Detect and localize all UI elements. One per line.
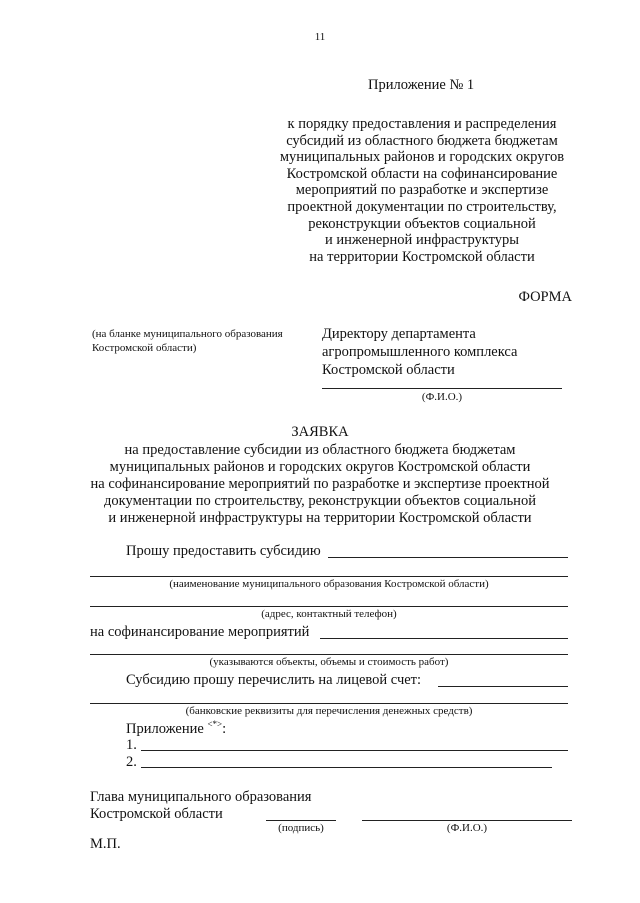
address-caption: (адрес, контактный телефон) bbox=[261, 608, 397, 620]
appendix-line: и инженерной инфраструктуры bbox=[324, 232, 520, 249]
request-line: на софинансирование мероприятий по разработке и экспертизе проектной bbox=[90, 476, 550, 492]
appendix-description bbox=[272, 116, 572, 265]
addressee-line: Костромской области bbox=[322, 362, 455, 378]
attachment-colon: : bbox=[222, 720, 227, 737]
attachment-label bbox=[126, 719, 226, 738]
appendix-line: Костромской области на софинансирование bbox=[286, 165, 558, 182]
bank-details-field[interactable] bbox=[90, 703, 568, 704]
head-title-line: Главa муниципального образования bbox=[90, 789, 312, 805]
appendix-line: муниципальных районов и городских округов bbox=[279, 149, 565, 166]
request-line: на предоставление субсидии из областного бюджета бюджетам bbox=[124, 442, 516, 458]
signature-caption: (подпись) bbox=[278, 822, 324, 834]
blank-note-line: (на бланке муниципального образования bbox=[92, 328, 283, 340]
address-field[interactable] bbox=[90, 606, 568, 607]
appendix-line: субсидий из областного бюджета бюджетам bbox=[286, 132, 558, 149]
request-line: документации по строительству, реконструкции объектов социальной bbox=[104, 493, 536, 509]
ask-subsidy-label: Прошу предоставить субсидию bbox=[126, 543, 321, 559]
request-line: и инженерной инфраструктуры на территории Костромской области bbox=[108, 510, 532, 526]
attachment-item-number: 1. bbox=[126, 737, 137, 753]
transfer-label: Субсидию прошу перечислить на лицевой счет: bbox=[126, 672, 422, 688]
municipality-field[interactable] bbox=[90, 576, 568, 577]
attachment-text: Приложение bbox=[126, 720, 204, 737]
request-line: муниципальных районов и городских округов Костромской области bbox=[109, 459, 531, 475]
cofinancing-label: на софинансирование мероприятий bbox=[90, 624, 310, 640]
head-fio-field[interactable] bbox=[362, 820, 572, 821]
addressee-fio-caption: (Ф.И.О.) bbox=[421, 391, 463, 403]
objects-field[interactable] bbox=[90, 654, 568, 655]
appendix-title: Приложение № 1 bbox=[368, 77, 475, 93]
appendix-line: реконструкции объектов социальной bbox=[308, 215, 536, 232]
appendix-line: к порядку предоставления и распределения bbox=[287, 116, 557, 132]
blank-note bbox=[92, 327, 283, 355]
head-title-line: Костромской области bbox=[90, 806, 223, 822]
addressee-fio-field[interactable] bbox=[322, 388, 562, 389]
appendix-line: проектной документации по строительству, bbox=[287, 198, 557, 215]
addressee-line: Директору департамента bbox=[322, 326, 476, 342]
addressee-line: агропромышленного комплекса bbox=[322, 344, 518, 360]
head-fio-caption: (Ф.И.О.) bbox=[446, 822, 488, 834]
form-label: ФОРМА bbox=[518, 289, 572, 305]
attachment-item-2-field[interactable] bbox=[141, 767, 552, 768]
attachment-footnote-mark: <*> bbox=[207, 719, 223, 729]
objects-caption: (указываются объекты, объемы и стоимость работ) bbox=[209, 656, 449, 668]
page-number: 11 bbox=[314, 31, 326, 43]
municipality-caption: (наименование муниципального образования Костромской области) bbox=[169, 578, 489, 590]
appendix-line: на территории Костромской области bbox=[309, 248, 535, 265]
subsidy-field[interactable] bbox=[328, 557, 568, 558]
bank-details-caption: (банковские реквизиты для перечисления денежных средств) bbox=[185, 705, 473, 717]
request-title: ЗАЯВКА bbox=[291, 424, 349, 440]
cofinancing-field[interactable] bbox=[320, 638, 568, 639]
blank-note-line: Костромской области) bbox=[92, 342, 197, 354]
appendix-line: мероприятий по разработке и экспертизе bbox=[295, 182, 549, 199]
request-description bbox=[70, 442, 570, 527]
stamp-label: М.П. bbox=[90, 836, 121, 852]
account-field[interactable] bbox=[438, 686, 568, 687]
attachment-item-1-field[interactable] bbox=[141, 750, 568, 751]
attachment-item-number: 2. bbox=[126, 754, 137, 770]
signature-field[interactable] bbox=[266, 820, 336, 821]
addressee bbox=[322, 325, 517, 379]
